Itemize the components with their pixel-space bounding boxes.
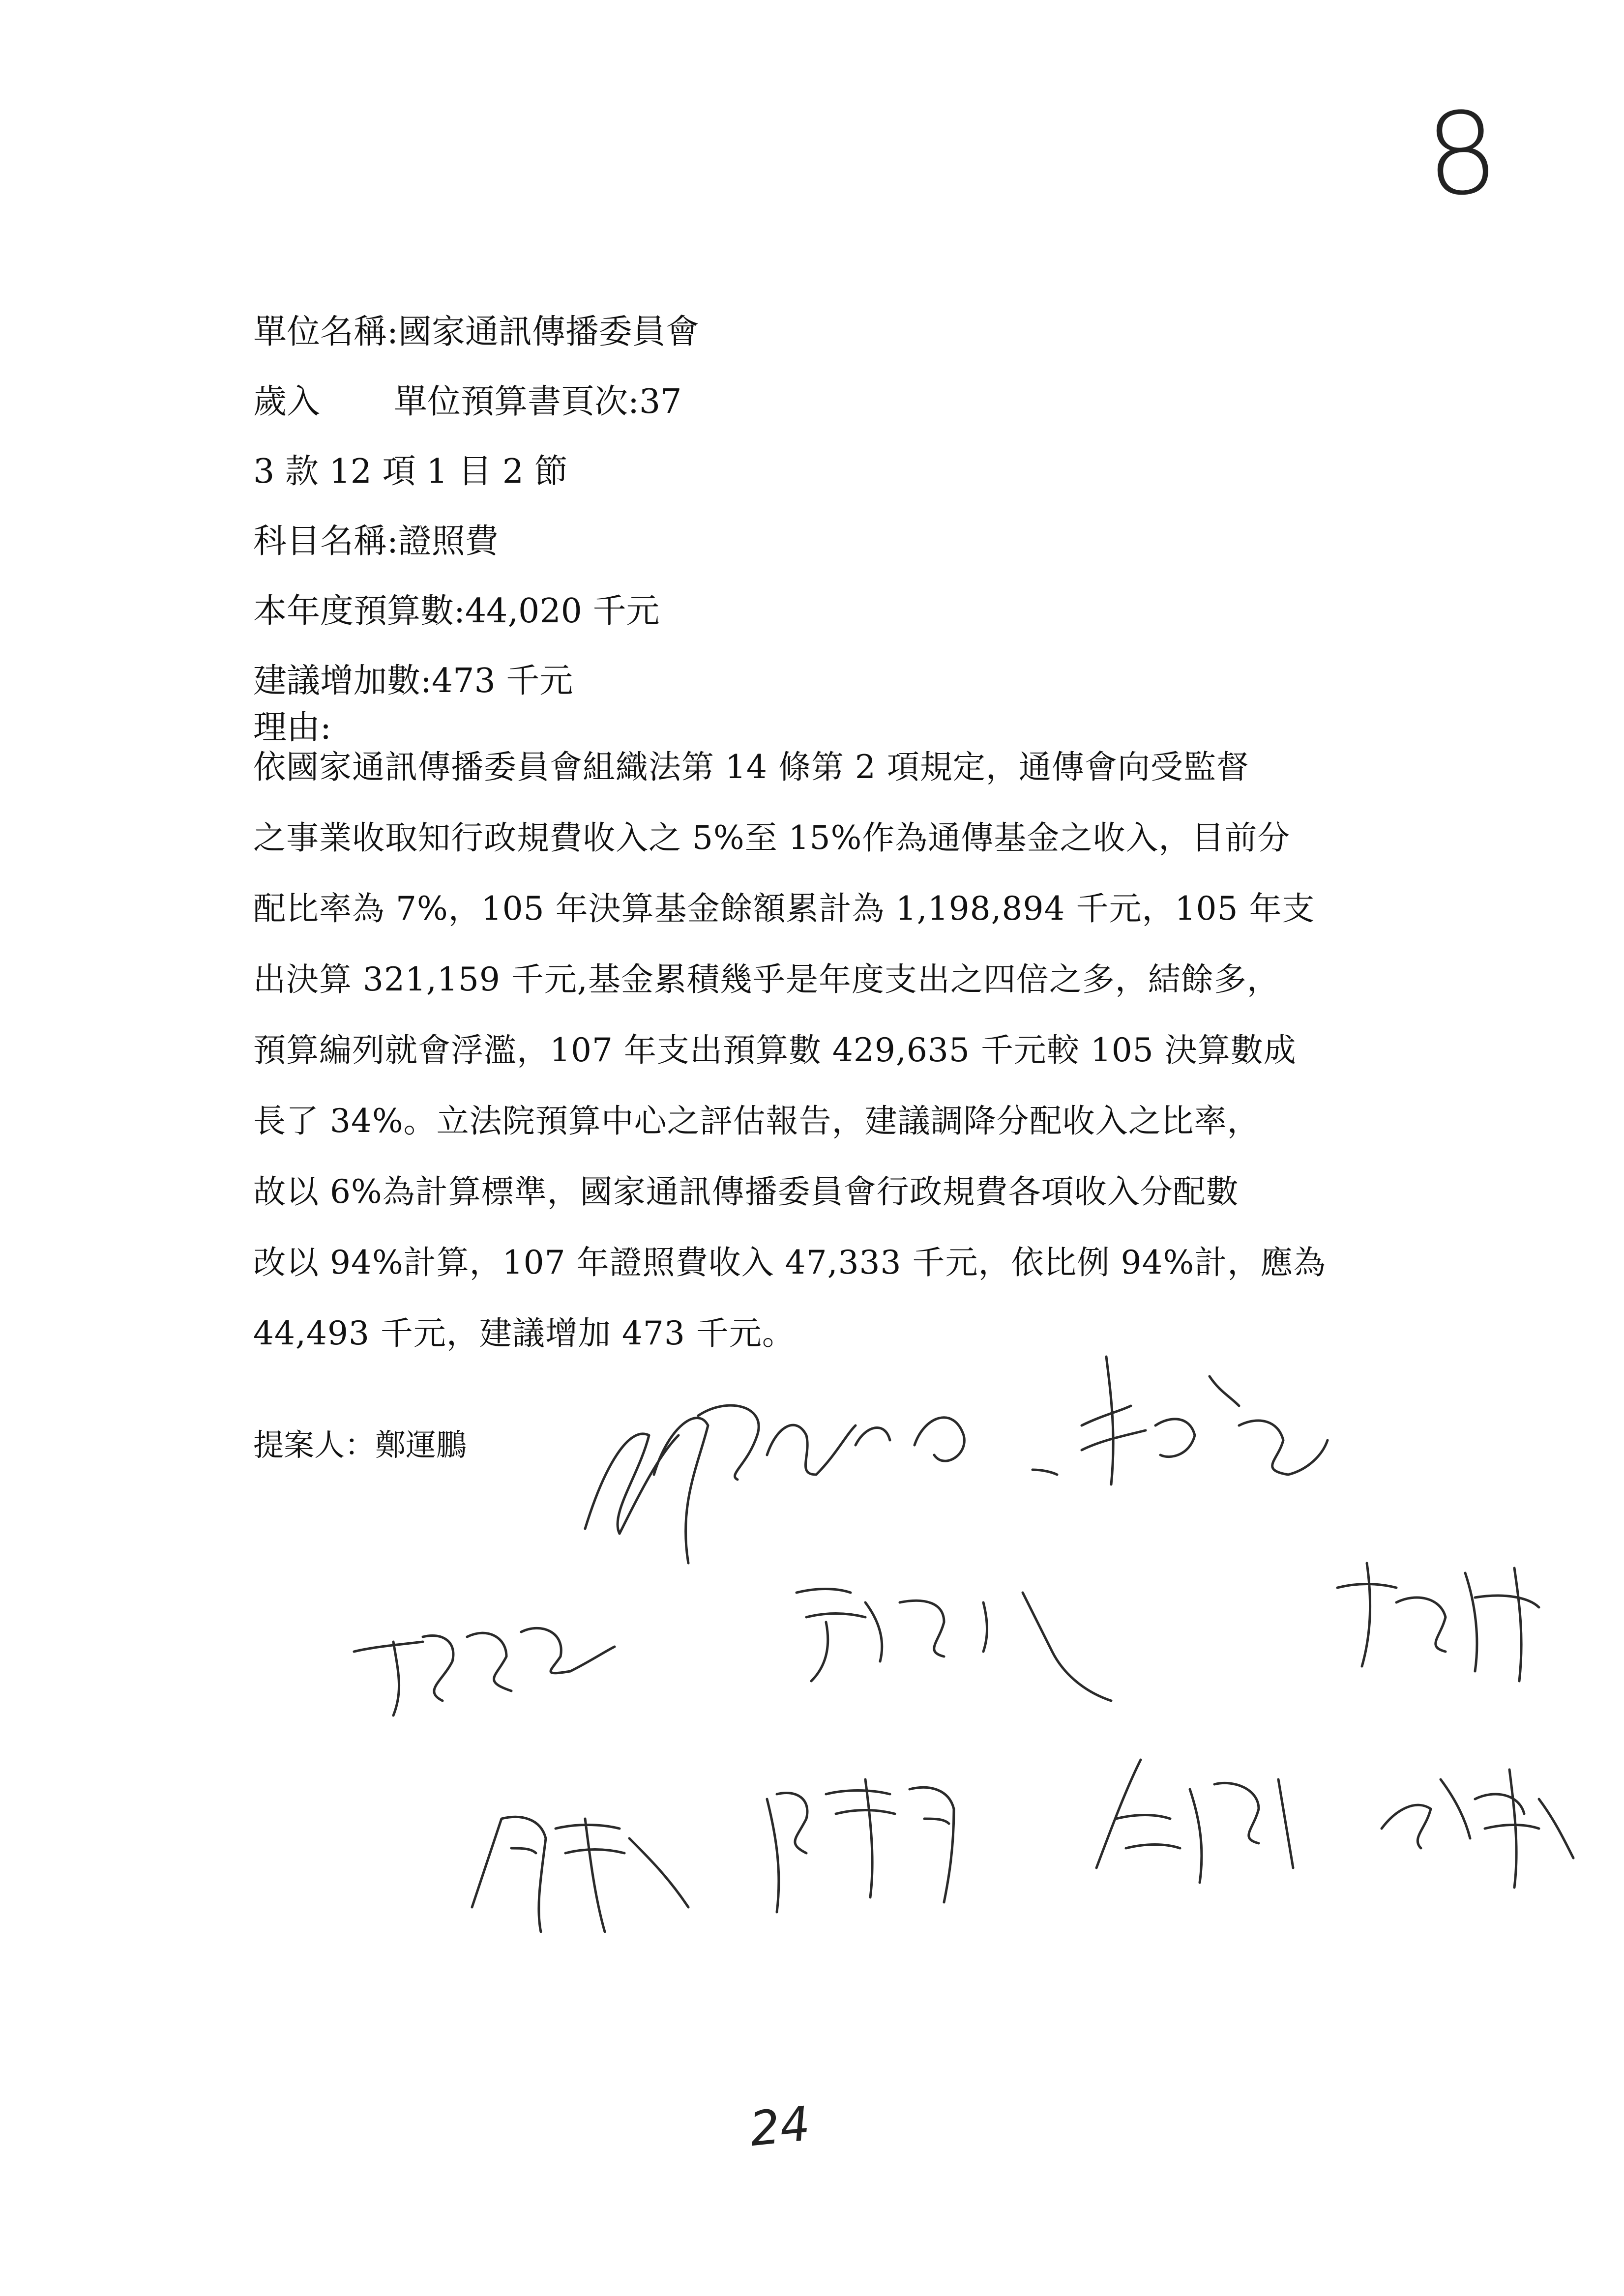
signature-6: [472, 1817, 688, 1932]
reason-line: 改以 94%計算，107 年證照費收入 47,333 千元，依比例 94%計，應為: [253, 1244, 1327, 1281]
signature-1: [585, 1405, 964, 1563]
reason-line: 故以 6%為計算標準，國家通訊傳播委員會行政規費各項收入分配數: [253, 1173, 1239, 1211]
signature-5: [1337, 1563, 1539, 1681]
reason-line: 44,493 千元，建議增加 473 千元。: [253, 1314, 795, 1352]
signature-2: [1033, 1357, 1328, 1484]
budget-page: 單位預算書頁次:37: [394, 382, 682, 421]
reason-line: 之事業收取知行政規費收入之 5%至 15%作為通傳基金之收入，目前分: [253, 819, 1291, 857]
unit-name: 單位名稱:國家通訊傳播委員會: [253, 313, 699, 351]
reason-line: 依國家通訊傳播委員會組織法第 14 條第 2 項規定，通傳會向受監督: [253, 748, 1249, 786]
signature-9: [1382, 1770, 1573, 1888]
signature-4: [797, 1589, 1111, 1701]
bottom-page-number: 24: [747, 2095, 813, 2157]
proposer: 提案人：鄭運鵬: [253, 1427, 467, 1463]
reason-title: 理由:: [253, 708, 331, 747]
current-budget: 本年度預算數:44,020 千元: [253, 592, 660, 631]
reason-line: 配比率為 7%，105 年決算基金餘額累計為 1,198,894 千元，105 年支: [253, 890, 1315, 928]
reason-line: 長了 34%。立法院預算中心之評估報告，建議調降分配收入之比率，: [253, 1102, 1260, 1140]
signature-8: [1096, 1760, 1293, 1883]
signature-7: [767, 1779, 954, 1912]
reason-line: 預算編列就會浮濫，107 年支出預算數 429,635 千元較 105 決算數成: [253, 1031, 1297, 1069]
suggested-increase: 建議增加數:473 千元: [253, 662, 573, 700]
reason-line: 出決算 321,159 千元,基金累積幾乎是年度支出之四倍之多，結餘多，: [253, 960, 1280, 998]
signature-3: [354, 1628, 615, 1715]
category: 歲入: [253, 382, 321, 421]
classification: 3 款 12 項 1 目 2 節: [253, 452, 568, 491]
item-name: 科目名稱:證照費: [253, 522, 499, 561]
handwritten-page-number: 8: [1421, 87, 1503, 223]
